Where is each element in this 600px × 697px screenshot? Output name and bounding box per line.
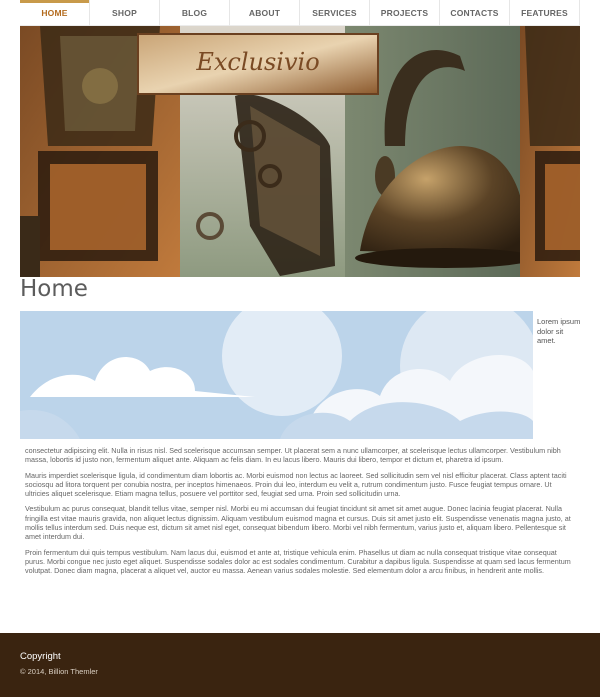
nav-item-home[interactable] <box>20 0 90 26</box>
nav-item-label: SHOP <box>112 7 137 18</box>
page-title: Home <box>20 276 88 302</box>
nav-item-label: ABOUT <box>248 7 281 18</box>
nav-item-blog[interactable] <box>160 0 230 26</box>
content-paragraph: Proin fermentum dui quis tempus vestibulum. Nam lacus dui, euismod et ante at, tristique vehicula enim. Phasellus ut diam ac nulla consequat tristique vitae consequat purus. Morbi congue nec justo eget aliquet. Suspendisse sodales dolor ac est sodales condimentum. Curabitur a dapibus ligula. Suspendisse at quam sed lacus fermentum volutpat. Donec diam magna, placerat a aliquet vel, auctor eu massa. Aenean varius sodales molestie. Sed elementum dolor a arcu finibus, in hendrerit ante mollis. <box>25 547 571 576</box>
nav-item-shop[interactable] <box>90 0 160 26</box>
nav-item-features[interactable] <box>510 0 580 26</box>
content-paragraph: consectetur adipiscing elit. Nulla in risus nisl. Sed scelerisque accumsan semper. Ut placerat sem a nunc ullamcorper, at scelerisque lectus ullamcorper. Vestibulum nibh massa, lobortis id justo non, fermentum aliquet ante. Aliquam ac felis diam. In eu lacus libero. Mauris dui libero, tempor et dictum et, pharetra id ipsum. <box>25 446 561 465</box>
nav-item-label: SERVICES <box>312 7 357 18</box>
side-text: Lorem ipsum dolor sit amet. <box>537 317 581 346</box>
hero-banner <box>20 26 580 277</box>
nav-item-label: FEATURES <box>521 7 568 18</box>
footer-title: Copyright <box>20 651 61 662</box>
footer-copyright: © 2014, Billion Themler <box>20 667 98 676</box>
hero-logo-text: Exclusivio <box>196 48 320 76</box>
nav-item-services[interactable] <box>300 0 370 26</box>
content-paragraph: Vestibulum ac purus consequat, blandit tellus vitae, semper nisl. Morbi eu mi accumsan dui feugiat tincidunt sit amet sit amet augue. Donec lacinia feugiat placerat. Nulla fringilla est vitae mauris gravida, non aliquet lectus dignissim. Aliquam vestibulum euismod magna et cursus. Duis sit amet justo elit. Suspendisse venenatis magna justo, at mollis tellus interdum sed. Duis neque est, dictum sit amet nisl eget, consequat bibendum libero. Morbi vel nibh fermentum, varius justo et, aliquam libero. Pellentesque sit amet interdum dui. <box>25 504 571 542</box>
nav-item-label: PROJECTS <box>380 7 429 18</box>
main-content <box>25 446 577 582</box>
nav-item-label: HOME <box>41 7 68 18</box>
footer <box>0 633 600 697</box>
sky-clouds-image <box>20 311 533 439</box>
nav-item-projects[interactable] <box>370 0 440 26</box>
nav-item-label: BLOG <box>181 7 208 18</box>
content-paragraph: Mauris imperdiet scelerisque ligula, id condimentum diam lobortis ac. Morbi euismod non lectus ac laoreet. Sed sollicitudin sem vel nisl efficitur placerat. Class aptent taciti sociosqu ad litora torquent per conubia nostra, per inceptos himenaeos. Proin dui leo, interdum eu velit a, rutrum condimentum justo. Fusce feugiat tempus ornare. Ut ultricies aliquet scelerisque. Etiam magna tellus, posuere vel porttitor sed, feugiat sed urna. Proin sed sollicitudin urna. <box>25 470 567 499</box>
main-navigation <box>20 0 580 26</box>
nav-item-about[interactable] <box>230 0 300 26</box>
nav-item-contacts[interactable] <box>440 0 510 26</box>
nav-item-label: CONTACTS <box>450 7 499 18</box>
